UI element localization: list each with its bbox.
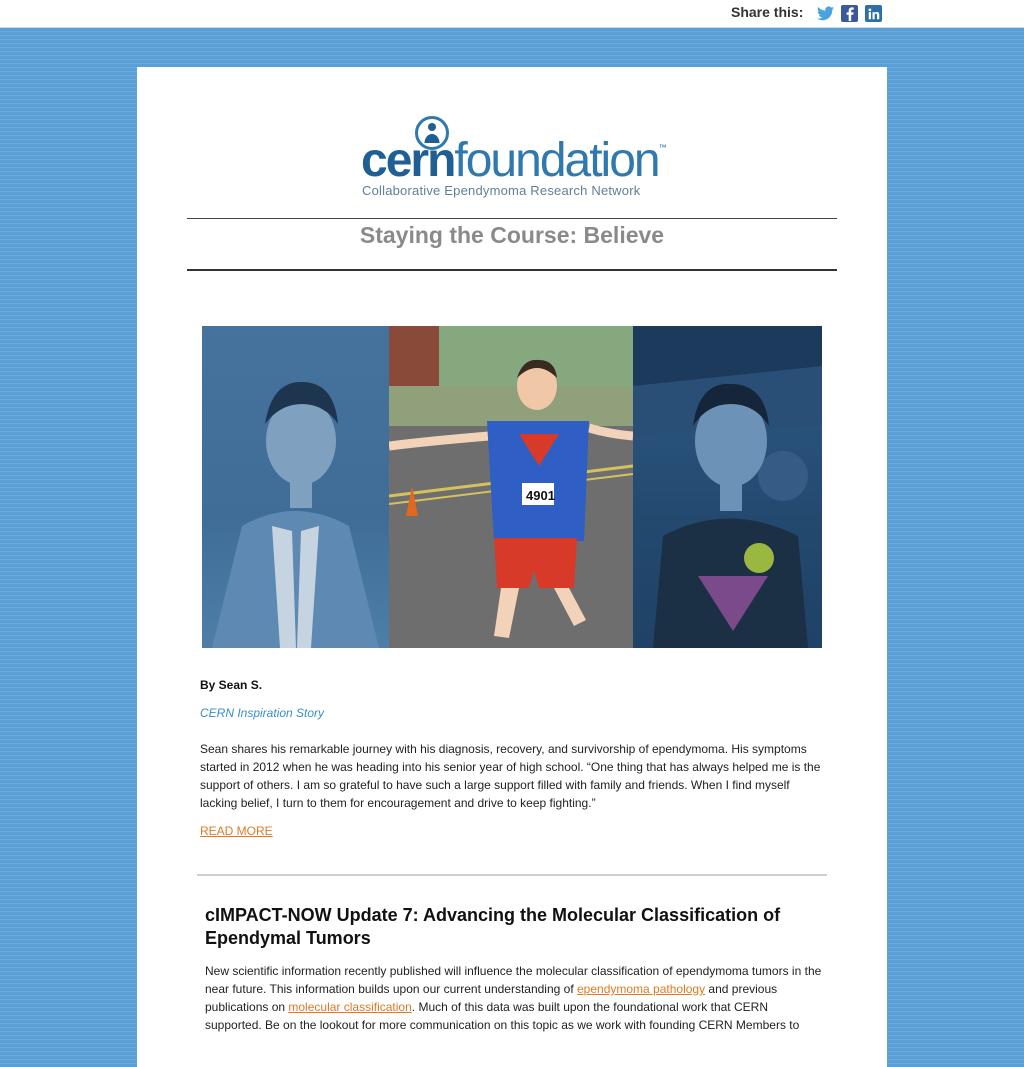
story-byline: By Sean S.: [200, 678, 263, 692]
hero-panel-runner: [389, 326, 633, 648]
hero-panel-smile: [633, 326, 822, 648]
article-title: cIMPACT-NOW Update 7: Advancing the Molecular Classification of Ependymal Tumors: [205, 905, 781, 948]
newsletter-card: [137, 67, 887, 1067]
logo-trademark: ™: [658, 143, 665, 152]
share-label: Share this:: [731, 4, 804, 20]
article-text-2: and previous publications on: [205, 982, 778, 1014]
facebook-icon[interactable]: [841, 5, 858, 22]
newsletter-title: Staying the Course: Believe: [359, 222, 665, 248]
read-more-link[interactable]: READ MORE: [200, 824, 273, 838]
article-body: [205, 962, 825, 1034]
section-divider: [197, 874, 827, 876]
cern-foundation-logo[interactable]: [361, 115, 666, 205]
hero-panel-portrait: [202, 326, 389, 648]
logo-word-foundation: foundation: [454, 134, 659, 187]
article-text-1: New scientific information recently published will influence the molecular classification of ependymoma tumors in the near future. This information builds upon our current understanding of: [205, 964, 822, 996]
race-bib-number: 4901: [526, 488, 555, 503]
twitter-icon[interactable]: [817, 5, 834, 22]
linkedin-icon[interactable]: [865, 5, 882, 22]
ependymoma-pathology-link[interactable]: ependymoma pathology: [577, 982, 706, 996]
article-text-3: . Much of this data was built upon the foundational work that CERN supported. Be on the lookout for more communication on this topic as we work with founding CERN Members to: [205, 1000, 800, 1032]
story-summary: Sean shares his remarkable journey with his diagnosis, recovery, and survivorship of ependymoma. His symptoms started in 2012 when he was heading into his senior year of high school. “One thing that has always helped me is the support of others. I am so grateful to have such a large support filled with family and friends. When I find myself lacking belief, I turn to them for encouragement and drive to keep fighting.”: [200, 742, 821, 810]
story-category: CERN Inspiration Story: [200, 706, 325, 720]
title-rule-bottom: [187, 269, 837, 271]
molecular-classification-link[interactable]: molecular classification: [288, 1000, 412, 1014]
logo-word-cern: cern: [361, 134, 455, 187]
share-bar: [0, 0, 1024, 28]
title-rule-top: [187, 218, 837, 219]
logo-wordmark: [361, 133, 665, 188]
story-hero-image[interactable]: [202, 326, 822, 648]
logo-tagline: Collaborative Ependymoma Research Network: [362, 183, 641, 198]
